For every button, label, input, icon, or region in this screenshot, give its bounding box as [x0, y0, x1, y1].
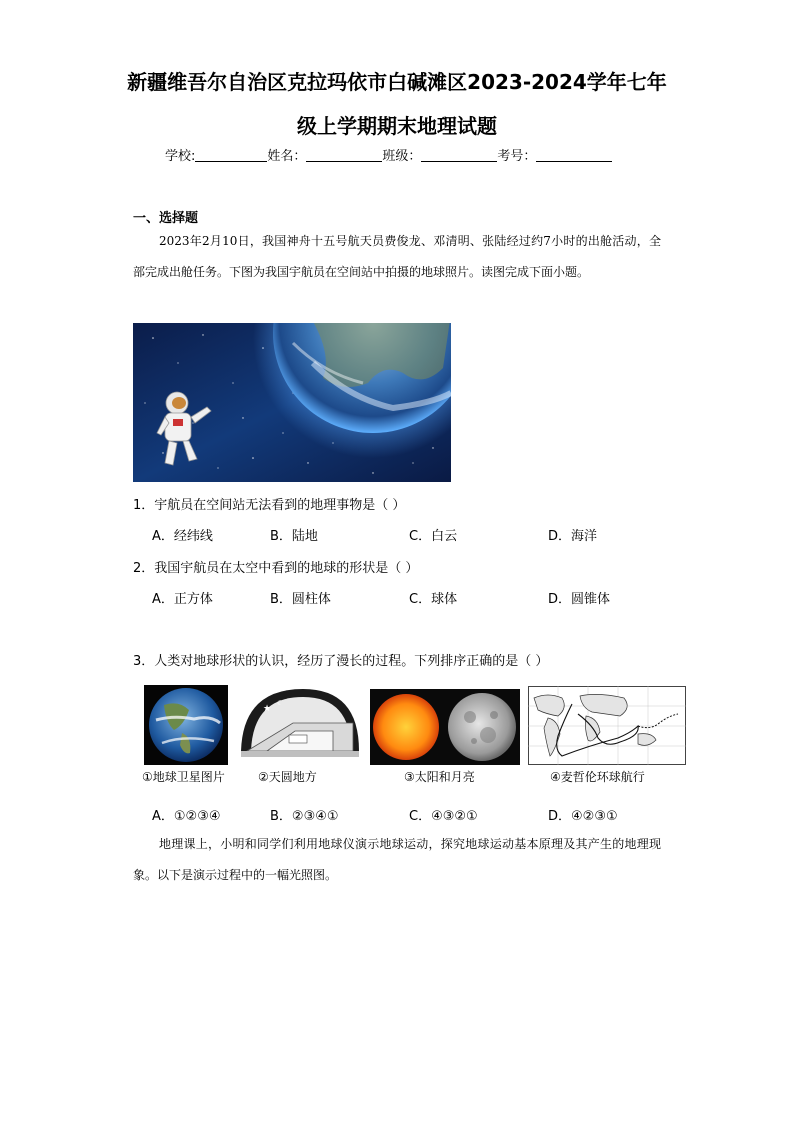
section2-intro: 地理课上，小明和同学们利用地球仪演示地球运动，探究地球运动基本原理及其产生的地理现象。以下是演示过程中的一幅光照图。	[133, 837, 661, 882]
q1-option-c[interactable]: C．白云	[409, 529, 458, 544]
q3-option-c[interactable]: C．④③②①	[409, 809, 478, 824]
exam-title-line2: 级上学期期末地理试题	[297, 114, 497, 138]
earth-satellite-image	[144, 685, 228, 765]
q2-option-d[interactable]: D．圆锥体	[548, 592, 611, 607]
svg-text:☾: ☾	[277, 699, 284, 707]
school-label: 学校:	[165, 149, 196, 164]
question-3-stem: 3．人类对地球形状的认识，经历了漫长的过程。下列排序正确的是（ ）	[133, 654, 549, 669]
figure-2-caption: ②天圆地方	[258, 770, 317, 784]
q2-option-c[interactable]: C．球体	[409, 592, 458, 607]
sun-and-moon-image	[370, 689, 520, 765]
q2-option-a[interactable]: A．正方体	[152, 592, 213, 607]
figure-4-caption: ④麦哲伦环球航行	[550, 770, 645, 784]
q2-option-b[interactable]: B．圆柱体	[270, 592, 331, 607]
name-label: 姓名：	[267, 149, 307, 164]
q1-option-a[interactable]: A．经纬线	[152, 529, 213, 544]
class-blank[interactable]	[421, 147, 497, 162]
class-label: 班级：	[382, 149, 422, 164]
name-blank[interactable]	[306, 147, 382, 162]
question-2-stem: 2．我国宇航员在太空中看到的地球的形状是（ ）	[133, 561, 419, 576]
exam-title-line1: 新疆维吾尔自治区克拉玛依市白碱滩区2023-2024学年七年	[127, 70, 667, 94]
figure-1-caption: ①地球卫星图片	[142, 770, 225, 784]
section-intro: 2023年2月10日，我国神舟十五号航天员费俊龙、邓清明、张陆经过约7小时的出舱活动，全部完成出舱任务。下图为我国宇航员在空间站中拍摄的地球照片。读图完成下面小题。	[133, 234, 661, 279]
section-heading: 一、选择题	[133, 211, 199, 226]
exam-no-blank[interactable]	[536, 147, 612, 162]
q1-option-d[interactable]: D．海洋	[548, 529, 598, 544]
q3-option-b[interactable]: B．②③④①	[270, 809, 339, 824]
figure-3-caption: ③太阳和月亮	[404, 770, 475, 784]
q3-option-a[interactable]: A．①②③④	[152, 809, 221, 824]
exam-no-label: 考号：	[497, 149, 537, 164]
question-1-stem: 1．宇航员在空间站无法看到的地理事物是（ ）	[133, 498, 406, 513]
q1-option-b[interactable]: B．陆地	[270, 529, 318, 544]
round-sky-square-earth-diagram	[233, 685, 363, 765]
magellan-voyage-map	[528, 686, 686, 765]
student-info-row	[165, 145, 612, 164]
q3-option-d[interactable]: D．④②③①	[548, 809, 618, 824]
astronaut-earth-photo	[133, 323, 451, 482]
svg-text:★: ★	[263, 704, 272, 714]
school-blank[interactable]	[195, 147, 267, 162]
